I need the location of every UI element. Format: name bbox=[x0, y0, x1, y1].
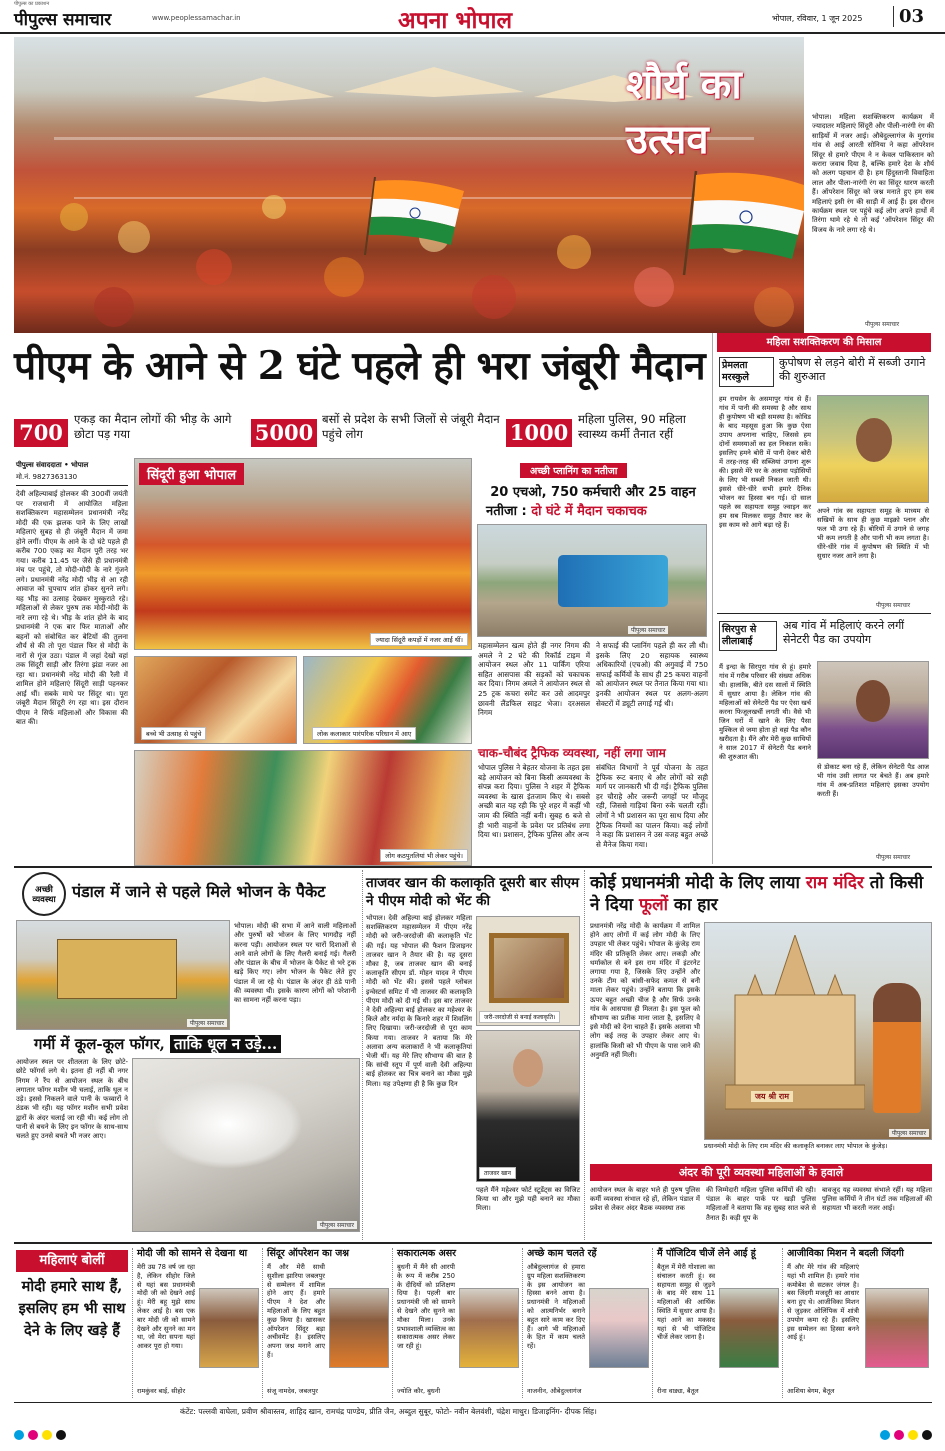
photo-block bbox=[134, 458, 472, 866]
bus-shape bbox=[558, 555, 668, 607]
women-mgmt-headline: अंदर की पूरी व्यवस्था महिलाओं के हवाले bbox=[590, 1164, 932, 1181]
profile-text-2: से डोकाट बना रहे हैं, लेकिन सेनेटरी पैड आज भी गांव उसी लागत पर बेचते हैं। अब हमारे गांव में अब-प्रतिशत महिलाएं इसका उपयोग करती हैं। bbox=[817, 763, 929, 798]
voice-text: बुधनी में मैंने सी आरपी के रूप में करीब 250 के दीदियों को प्रशिक्षण दिया है। पहली बार प्रधानमंत्री जी को सामने से देखने और सुनने का मौका मिला। उनके प्रभावशाली व्यक्तित्व का सकारात्मक असर लेकर जा रही हूं। bbox=[397, 1263, 455, 1351]
food-badge bbox=[22, 872, 66, 916]
women-mgmt-col3: बावजूद यह व्यवस्था संभाले रहीं। यह महिला पुलिस कर्मियों ने तीन घंटों तक महिलाओं की सहायता भी करती नजर आई। bbox=[822, 1186, 932, 1213]
sidebar-section-head: महिला सशक्तिकरण की मिसाल bbox=[717, 333, 931, 352]
photo-caption: लोक कलाकार पारंपरिक परिधान में आए bbox=[312, 727, 416, 740]
profile-name: सिरपुरा से लीलाबाई bbox=[719, 621, 777, 651]
brand-logo: पीपुल्स समाचार bbox=[14, 10, 112, 30]
voice-title: मैं पॉजिटिव चीजें लेने आई हूं bbox=[657, 1248, 756, 1259]
fog-headline-part: गर्मी में कूल-कूल फॉगर, bbox=[34, 1035, 165, 1053]
voice-card bbox=[262, 1248, 390, 1398]
ram-headline-part: कोई प्रधानमंत्री मोदी के लिए लाया bbox=[590, 873, 806, 893]
traffic-col2: संबंधित विभागों ने पूर्व योजना के तहत ट्रैफिक रूट बनाए थे और लोगों को सही मार्ग पर जानकारी भी दी गई। ट्रैफिक पुलिस हर चौराहे और जरूरी जगहों पर मौजूद रही, जिससे गाड़ियां बिना रुके चलती रहीं। लोगों ने भी प्रशासन का पूरा साथ दिया और ट्रैफिक नियमों का पालन किया। कई लोगों ने कहा कि प्रशासन ने उस वजह बहुत अच्छे से मैनेज किया गया। bbox=[596, 763, 708, 849]
voice-text: बैतूल में मेरी गोशाला का संचालन करती हूं। स्व सहायता समूह से जुड़ने के बाद मेरे साथ 11 महिलाओं की आर्थिक स्थिति में सुधार आया है। यहां आने का मकसद यहां से भी पॉजिटिव चीजें लेकर जाना है। bbox=[657, 1263, 715, 1342]
photo-caption: बच्चे भी उत्साह से पहुंचे bbox=[141, 727, 206, 740]
voice-title: सिंदूर ऑपरेशन का जश्न bbox=[267, 1248, 349, 1259]
voice-title: आजीविका मिशन ने बदली जिंदगी bbox=[787, 1248, 904, 1259]
truck-shape bbox=[57, 939, 177, 999]
dateline: भोपाल, रविवार, 1 जून 2025 bbox=[772, 14, 863, 23]
footer-divider bbox=[14, 1402, 932, 1403]
profile-text: हम रायसेन के असमापुर गांव से हैं। गांव में पानी की समस्या है और साथ ही कुपोषण भी बड़ी समस्या है। कोविड के बाद महसूस हुआ कि कुछ ऐसा उपाय अपनाना चाहिए, जिससे हम दोनों समस्याओं का हल निकाल सकें। इसलिए हमने बोरी में पानी देकर बोरी में तरह-तरह की सब्जियां उगाना शुरू की। इससे मेरे घर के अलावा पड़ोसियों के लिए भी सब्जी निकल जाती थी। इससे धीरे-धीरे सभी हमारे दैनिक भोजन का हिस्सा बन गई। दो साल पहले स्व सहायता समूह ज्वाइन कर हम सब मिलकर समूह तैयार कर के इस काम को आगे बढ़ा रहे हैं। bbox=[719, 395, 811, 529]
footer-credits: कंटेंट: पल्लवी वाघेला, प्रवीण श्रीवास्तव, शाहिद खान, रामचंद्र पाण्डेय, प्रीति जैन, अब्दुल सुबूर, फोटो- नवीन बेलवंशी, चंद्रेश माथुर। डिजाइनिंग- दीपक सिंह। bbox=[180, 1407, 597, 1416]
byline-name: पीपुल्स संवाददाता • भोपाल bbox=[16, 461, 89, 469]
ram-headline-part: का हार bbox=[668, 895, 718, 915]
cmyk-dot-icon bbox=[28, 1430, 38, 1440]
ram-headline-part: तो किसी ने दिया bbox=[590, 873, 924, 915]
premlata-photo bbox=[817, 395, 929, 503]
voice-card bbox=[652, 1248, 780, 1398]
face-shape bbox=[856, 418, 892, 462]
cmyk-dot-icon bbox=[56, 1430, 66, 1440]
tajwar-text: भोपाल। देवी अहिल्या बाई होलकर महिला सशक्तिकरण महासम्मेलन में पीएम नरेंद्र मोदी को जरी-जरदोजी की कलाकृति भेंट की गई। यह भोपाल की फैशन डिजाइनर ताजवर खान ने तैयार की है। यह दूसरा मौका है, जब ताजवर खान की बनाई कलाकृति सीएम डॉ. मोहन यादव ने पीएम मोदी को भेंट की। इससे पहले ग्लोबल इन्वेस्टर्स समिट में भी ताजवर की कलाकृति पीएम मोदी को दी गई थी। इस बार ताजवर ने देवी अहिल्या बाई होलकर का महेश्वर के किले और नर्मदा के किनारे शहर में शिवलिंग लिए दिखाया। जरी-जरदोजी से पूरा काम किया गया। ताजवर ने बताया कि मेरे अलावा अन्य कलाकारों ने भी कलाकृतियां भेजी थीं। यह मेरे लिए सौभाग्य की बात है कि सांची स्तूप में पूर्ण वाली देवी अहिल्या बाई होलकर का चित्र बनाने का मौका मुझे मिला। यह उपेक्षणा ही है कि कुछ दिन bbox=[366, 914, 472, 1088]
registration-marks bbox=[14, 1430, 932, 1442]
food-text: भोपाल। मोदी की सभा में आने वाली महिलाओं और पुरुषों को भोजन के लिए भागदौड़ नहीं करना पड़ी। आयोजन स्थल पर चारों दिशाओं से आने वाले लोगों के लिए गैलरी बनाई गई। गैलरी और पंडाल के बीच में भोजन के पैकेट से भरे ट्रक खड़े किए गए। लोग भोजन के पैकेट लेते हुए पंडाल में जा रहे थे। पंडाल के अंदर ही ठंडे पानी की व्यवस्था थी। इसके कारण लोगों को परेशानी का सामना नहीं करना पड़ा। bbox=[234, 922, 356, 1005]
voice-text: औबेदुल्लागंज से हमारा ग्रुप महिला सशक्तिकरण के इस आयोजन का हिस्सा बनने आया है। प्रधानमंत्री ने महिलाओं को आत्मनिर्भर बनाने बहुत सारे काम कर दिए हैं। आगे भी महिलाओं के हित में काम चलते रहें। bbox=[527, 1263, 585, 1351]
voice-title: अच्छे काम चलते रहें bbox=[527, 1248, 597, 1259]
cleanup-bus-photo bbox=[477, 524, 707, 637]
photo-credit: पीपुल्स समाचार bbox=[317, 1221, 357, 1229]
hero-title: शौर्य का उत्सव bbox=[626, 61, 742, 163]
photo-credit: पीपुल्स समाचार bbox=[187, 1019, 227, 1027]
photo-credit: पीपुल्स समाचार bbox=[873, 853, 913, 861]
sidebar bbox=[712, 333, 931, 864]
cmyk-dot-icon bbox=[922, 1430, 932, 1440]
mist-shape bbox=[153, 1079, 303, 1169]
photo-caption: ज्यादा सिंदूरी कपड़ों में नजर आईं थीं। bbox=[370, 633, 468, 646]
ram-mandir-photo bbox=[704, 922, 932, 1140]
hero-story-text: भोपाल। महिला सशक्तिकरण कार्यक्रम में ज्यादातर महिलाएं सिंदूरी और पीली-नारंगी रंग की साड़ियों में नजर आई। औबेदुल्लागंज के मुरगांव गांव से आई आरती सोनिया ने कहा ऑपरेशन सिंदूर से हमारे पीएम ने न केवल पाकिस्तान को करारा जवाब दिया है, बल्कि हमारे देश के शौर्य को अलग पहचान दी है। हम हिंदुस्तानी विवाहिता लाल और पीला-नारंगी रंग का सिंदूर धारण करती हैं। ऑपरेशन सिंदूर को जश्न मनाते हुए हम सब महिलाएं इसी रंग की साड़ी में आई हैं। इस दौरान कार्यक्रम स्थल पर पहुंचे कई लोग अपने हाथों में तिरंगा थामे रहे थे तो कई 'ऑपरेशन सिंदूर की विजय के नारे लगा रहे थे। bbox=[812, 113, 934, 234]
artwork-frame bbox=[489, 933, 569, 1003]
tricolor-flag-icon bbox=[359, 177, 469, 257]
column-divider bbox=[584, 870, 585, 1240]
photo-credit: पीपुल्स समाचार bbox=[862, 320, 902, 328]
byline-phone: मो.नं. 9827363130 bbox=[16, 473, 78, 481]
tajwar-text-2: पहले मैंने महेश्वर फोर्ट स्टूडेंट्स का विजिट किया था और मुझे यही बनाने का मौका मिला। bbox=[476, 1186, 580, 1213]
women-mgmt-col1: आयोजन स्थल के बाहर भले ही पुरुष पुलिस कर्मी व्यवस्था संभाल रहे हों, लेकिन पंडाल में प्रवेश से लेकर अंदर बैठक व्यवस्था तक bbox=[590, 1186, 700, 1213]
ram-text: प्रधानमंत्री नरेंद्र मोदी के कार्यक्रम में शामिल होने आए लोगों में कई लोग मोदी के लिए उपहार भी लेकर पहुंचे। भोपाल के कुंजेड़ राम मंदिर की प्रतिकृति लेकर आए। लकड़ी और थर्माकोल से बने इस राम मंदिर में इंटरनेट लगाया गया है, जिसके लिए उन्होंने और उनके टीम को बांसी-सफेद कमल से बनी माला लेकर पहुंचे। उन्होंने बताया कि इसके ऊपर बहुत अच्छी चीज है और सिर्फ उनके गांव के आसपास ही मिलता है। इस फूल को सौभाग्य का प्रतीक माना जाता है, इसलिए वे इसे मोदी को देना चाहते हैं। इसके अलावा भी लोग कई तरह के उपहार लेकर आए थे। हालांकि किसी को भी पीएम के पास जाने की अनुमति नहीं मिली। bbox=[590, 922, 700, 1059]
voice-name: रामकुंवर बाई, सीहोर bbox=[137, 1387, 186, 1395]
voices-label: महिलाएं बोलीं bbox=[16, 1250, 128, 1272]
lead-story-text: देवी अहिल्याबाई होलकर की 300वीं जयंती पर राजधानी में आयोजित महिला सशक्तिकरण महासम्मेलन प्रधानमंत्री नरेंद्र मोदी की एक झलक पाने के लिए लाखों महिलाएं सुबह से ही जंबूरी मैदान में जमा होने लगीं। पीएम के आने के दो घंटे पहले ही करीब 700 एकड़ का मैदान पूरी तरह भर गया। करीब 11.45 पर जैसे ही प्रधानमंत्री मंच पर पहुंचे, तो मोदी-मोदी के नारे गूंजने लगे। प्रधानमंत्री नरेंद्र मोदी भीड़ से आ रही आवाज को चुपचाप शांत होकर सुनने लगे। यह भीड़ का उत्साह देखकर मुस्कुराते रहे। महिलाओं से लेकर पुरुष तक मोदी-मोदी के नारे लगा रहे थे। भीड़ के शांत होने के बाद प्रधानमंत्री ने एक बार फिर माताओं और बहनों को संबोधित कर बेटियों की तुलना शौर्य से की तो पूरा पंडाल फिर से मोदी के नारों से गूंज उठा। पंडाल में जहां देखो वहां तक सिंदूरी साड़ी और तिरंगा झंडा नजर आ रहा था। प्रधानमंत्री नरेंद्र मोदी की रैली में शामिल होने महिलाएं सिंदूरी साड़ी पहनकर आई थीं। सबके माथे पर सिंदूर था। पूरा जंबूरी मैदान सिंदूरी रंग रहा था। इस दौरान पीएम ने सिर्फ महिलाओं और विकास की बात की। bbox=[16, 490, 128, 726]
fogger-photo bbox=[132, 1058, 360, 1232]
stat-row bbox=[14, 411, 704, 453]
profile-text-2: अपने गांव स्व सहायता समूह के माध्यम से सखियों के साथ ही कुछ माइक्रो प्लान और फल भी उगा रहे हैं। बोरियों में उगाने से जगह भी कम लगती है और पानी भी कम लगता है। धीरे-धीरे गांव में कुपोषण की स्थिति में भी सुधार नजर आने लगा है। bbox=[817, 507, 929, 560]
stat-number: 5000 bbox=[251, 419, 317, 447]
hero-crowd-photo bbox=[14, 37, 804, 333]
voice-title: मोदी जी को सामने से देखना था bbox=[137, 1248, 248, 1259]
temple-label: जय श्री राम bbox=[751, 1091, 793, 1102]
ram-headline-part: फूलों bbox=[638, 895, 669, 915]
page-number: 03 bbox=[893, 6, 924, 27]
profile-title: अब गांव में महिलाएं करने लगीं सेनेटरी पैड का उपयोग bbox=[783, 619, 905, 646]
food-badge-text: अच्छी व्यवस्था bbox=[32, 885, 56, 905]
ram-headline-part: राम मंदिर bbox=[805, 873, 864, 893]
stat-text: बसों से प्रदेश के सभी जिलों से जंबूरी मैदान पहुंचे लोग bbox=[322, 412, 500, 441]
sindoor-rally-photo bbox=[134, 458, 472, 650]
cmyk-dot-icon bbox=[42, 1430, 52, 1440]
children-photo bbox=[134, 656, 297, 744]
women-mgmt-col2: की जिम्मेदारी महिला पुलिस कर्मियों की रही। पंडाल के बाहर पार्क पर खड़ी पुलिस महिलाओं ने बताया कि वह सुबह सात बजे से तैनात हैं। कड़ी धूप के bbox=[706, 1186, 816, 1222]
voice-name: नाजनीन, औबेदुल्लागंज bbox=[527, 1387, 582, 1395]
ram-caption: प्रधानमंत्री मोदी के लिए राम मंदिर की कलाकृति बनाकर लाए भोपाल के कुंजेड़। bbox=[704, 1142, 888, 1150]
voice-text: मैं और मेरी साथी सुशीला झारिया जबलपुर से सम्मेलन में शामिल होने आए हैं। हमारे पीएम ने देश और महिलाओं के लिए बहुत कुछ किया है। खासकर ऑपरेशन सिंदूर बड़ा अचीवमेंट है। इसलिए अपना जश्न मनाने आए हैं। bbox=[267, 1263, 325, 1359]
temple-model-icon bbox=[725, 935, 865, 1115]
planning-result-row bbox=[486, 501, 706, 519]
stat-number: 1000 bbox=[506, 419, 572, 447]
cmyk-dot-icon bbox=[908, 1430, 918, 1440]
column-divider bbox=[362, 870, 363, 1240]
voice-photo bbox=[589, 1288, 649, 1368]
photo-credit: पीपुल्स समाचार bbox=[628, 626, 668, 634]
planning-result: दो घंटे में मैदान चकाचक bbox=[531, 504, 647, 519]
artwork-photo bbox=[476, 916, 580, 1026]
tajwar-khan-photo bbox=[476, 1030, 580, 1182]
food-headline: पंडाल में जाने से पहले मिले भोजन के पैकेट bbox=[72, 882, 326, 901]
voice-card bbox=[392, 1248, 520, 1398]
food-truck-photo bbox=[16, 920, 230, 1030]
voice-photo bbox=[719, 1288, 779, 1368]
leelabai-photo bbox=[817, 661, 929, 759]
puppets-photo bbox=[134, 750, 472, 866]
voices-quote: मोदी हमारे साथ हैं, इसलिए हम भी साथ देने के लिए खड़े हैं bbox=[18, 1278, 126, 1339]
folk-artists-photo bbox=[303, 656, 472, 744]
profile-title: कुपोषण से लड़ने बोरी में सब्जी उगाने की शुरुआत bbox=[779, 356, 926, 383]
fog-text: आयोजन स्थल पर शीतलता के लिए छोटे-छोटे फॉगर्स लगे थे। इतना ही नहीं बी नगर निगम ने रैंप से आयोजन स्थल के बीच लगातार फॉगर मशीन भी चलाई, ताकि धूल न उड़े। इससे निकलने वाले पानी के फव्वारों ने ठंडक भी रही। यह फॉगर मशीन सभी प्रवेश द्वारों के अंदर चलाई जा रही थी। कई लोग तो पानी से बचने के लिए इन फॉगर के साथ-साथ चलते हुए उनसे बचते भी नजर आए। bbox=[16, 1058, 128, 1141]
voice-card bbox=[132, 1248, 260, 1398]
stat-number: 700 bbox=[14, 419, 68, 447]
traffic-headline: चाक-चौबंद ट्रैफिक व्यवस्था, नहीं लगा जाम bbox=[478, 746, 666, 760]
traffic-col1: भोपाल पुलिस ने बेहतर योजना के तहत इस बड़े आयोजन को बिना किसी अव्यवस्था के संपन्न करा दिया। पुलिस ने शहर में ट्रैफिक व्यवस्था के खास इंतजाम किए थे। सबसे अच्छी बात यह रही कि पूरे शहर में कहीं भी जाम की स्थिति नहीं बनी। सुबह 6 बजे से ही भारी वाहनों के प्रवेश पर प्रतिबंध लगा दिया था। प्रशासन, ट्रैफिक पुलिस और अन्य bbox=[478, 763, 590, 840]
planning-col2: ने सफाई की प्लानिंग पहले ही कर ली थी। इसके लिए 20 सहायक स्वास्थ्य अधिकारियों (एचओ) की अगुवाई में 750 सफाई कर्मियों के साथ ही 25 कचरा वाहनों को आयोजन स्थल पर तैनात किया गया था। इनकी आयोजन स्थल पर अलग-अलग सेक्टरों में ड्यूटी लगाई गई थी। bbox=[596, 641, 708, 708]
divider bbox=[16, 485, 128, 486]
face-shape bbox=[856, 680, 890, 722]
section-title: अपना भोपाल bbox=[398, 7, 513, 34]
planning-headline: 20 एचओ, 750 कर्मचारी और 25 वाहन bbox=[490, 485, 696, 500]
voice-name: आशिया बेगम, बैतूल bbox=[787, 1387, 835, 1395]
brand-small: पीपुल्स का प्रकाशन bbox=[14, 1, 50, 7]
cmyk-dot-icon bbox=[880, 1430, 890, 1440]
profile-name: प्रेमलता मरस्कुले bbox=[719, 357, 774, 387]
profile-text: मैं इन्दा के सिरपुरा गांव से हूं। हमारे गांव में गरीब परिवार की संख्या अधिक थी। हालांकि, बीते दस सालों में स्थिति में सुधार आया है। लेकिन गांव की महिलाओं को सेनेटरी पैड पर ऐसा खर्च करना फिजूलखर्ची लगती थी। वैसे भी जिन घरों में खाने के लिए पैसा मुश्किल से जमा होता हो वहां पैड कौन खरीदता है। मैंने और मेरी कुछ साथियों ने साल 2017 में सेनेटरी पैड बनाने की शुरुआत की। bbox=[719, 663, 811, 761]
website: www.peoplessamachar.in bbox=[152, 14, 241, 22]
voice-photo bbox=[459, 1288, 519, 1368]
planning-kicker: अच्छी प्लानिंग का नतीजा bbox=[520, 463, 627, 478]
section-divider bbox=[14, 866, 932, 868]
section-divider bbox=[14, 1242, 932, 1244]
photo-block-label: सिंदूरी हुआ भोपाल bbox=[139, 463, 244, 485]
voice-photo bbox=[329, 1288, 389, 1368]
fog-headline-part: ताकि धूल न उड़े... bbox=[170, 1035, 281, 1053]
voice-text: मेरी उम्र 78 वर्ष जा रहा है, लेकिन सीहोर जिले से यहां बस प्रधानमंत्री मोदी जी को देखने आई हूं। मेरी बहू मुझे साथ लेकर आई है। बस एक बार मोदी जी को सामने देखने और सुनने का मन था, जो मेरा सपना यहां आकर पूरा हो गया। bbox=[137, 1263, 195, 1351]
voice-card bbox=[522, 1248, 650, 1398]
stat-text: महिला पुलिस, 90 महिला स्वास्थ्य कर्मी तैनात रहीं bbox=[578, 412, 686, 441]
main-headline: पीएम के आने से 2 घंटे पहले ही भरा जंबूरी मैदान bbox=[14, 343, 706, 389]
voice-name: रीना वाड्या, बैतूल bbox=[657, 1387, 699, 1395]
gift-man-shape bbox=[873, 983, 921, 1113]
tricolor-flag-icon bbox=[674, 167, 804, 277]
voice-text: मैं और मेरे गांव की महिलाएं यहां भी शामिल हैं। हमारे गांव कमोबेश से सटकर जंगल है। बस जिंदगी मजदूरी का आधार बना हुए थे। आजीविका मिशन से जुड़कर ओलिंपिक में शांत्री उपयोग कमा रहे हैं। इसलिए इस सम्मेलन का हिस्सा बनने आई हूं। bbox=[787, 1263, 859, 1342]
voice-title: सकारात्मक असर bbox=[397, 1248, 457, 1259]
voice-name: ज्योति कौर, बुधनी bbox=[397, 1387, 441, 1395]
photo-caption: लोग कठपुतलियां भी लेकर पहुंचे। bbox=[380, 849, 468, 862]
ram-headline bbox=[590, 872, 932, 916]
cmyk-dot-icon bbox=[14, 1430, 24, 1440]
voice-photo bbox=[865, 1288, 929, 1368]
divider bbox=[717, 613, 931, 614]
voice-photo bbox=[199, 1288, 259, 1368]
face-shape bbox=[513, 1049, 543, 1087]
fog-headline bbox=[34, 1034, 364, 1054]
tajwar-headline: ताजवर खान की कलाकृति दूसरी बार सीएम ने पीएम मोदी को भेंट की bbox=[366, 875, 580, 909]
photo-caption: जरी-जरदोजी से बनाई कलाकृति। bbox=[479, 1011, 560, 1023]
voice-card bbox=[782, 1248, 932, 1398]
photo-caption: ताजवर खान bbox=[479, 1167, 516, 1179]
stat-text: एकड़ का मैदान लोगों की भीड़ के आगे छोटा पड़ गया bbox=[74, 412, 232, 441]
cmyk-dot-icon bbox=[894, 1430, 904, 1440]
voice-name: संजू नामदेव, जबलपुर bbox=[267, 1387, 318, 1395]
planning-result-label: नतीजा : bbox=[486, 504, 527, 519]
masthead bbox=[0, 0, 945, 34]
photo-credit: पीपुल्स समाचार bbox=[889, 1129, 929, 1137]
photo-credit: पीपुल्स समाचार bbox=[873, 601, 913, 609]
planning-col1: महासम्मेलन खत्म होते ही नगर निगम की अमले ने 2 घंटे की रिकॉर्ड टाइम में आयोजन स्थल और 11 पार्किंग एरिया सहित आसपास की सड़कों को चकाचक कर दिया। निगम अमले ने आयोजन स्थल से 25 ट्रक कचरा समेट कर उसे आदमपुर छावनी लैंडफिल साइट भेजा। दरअसल निगम bbox=[478, 641, 590, 718]
